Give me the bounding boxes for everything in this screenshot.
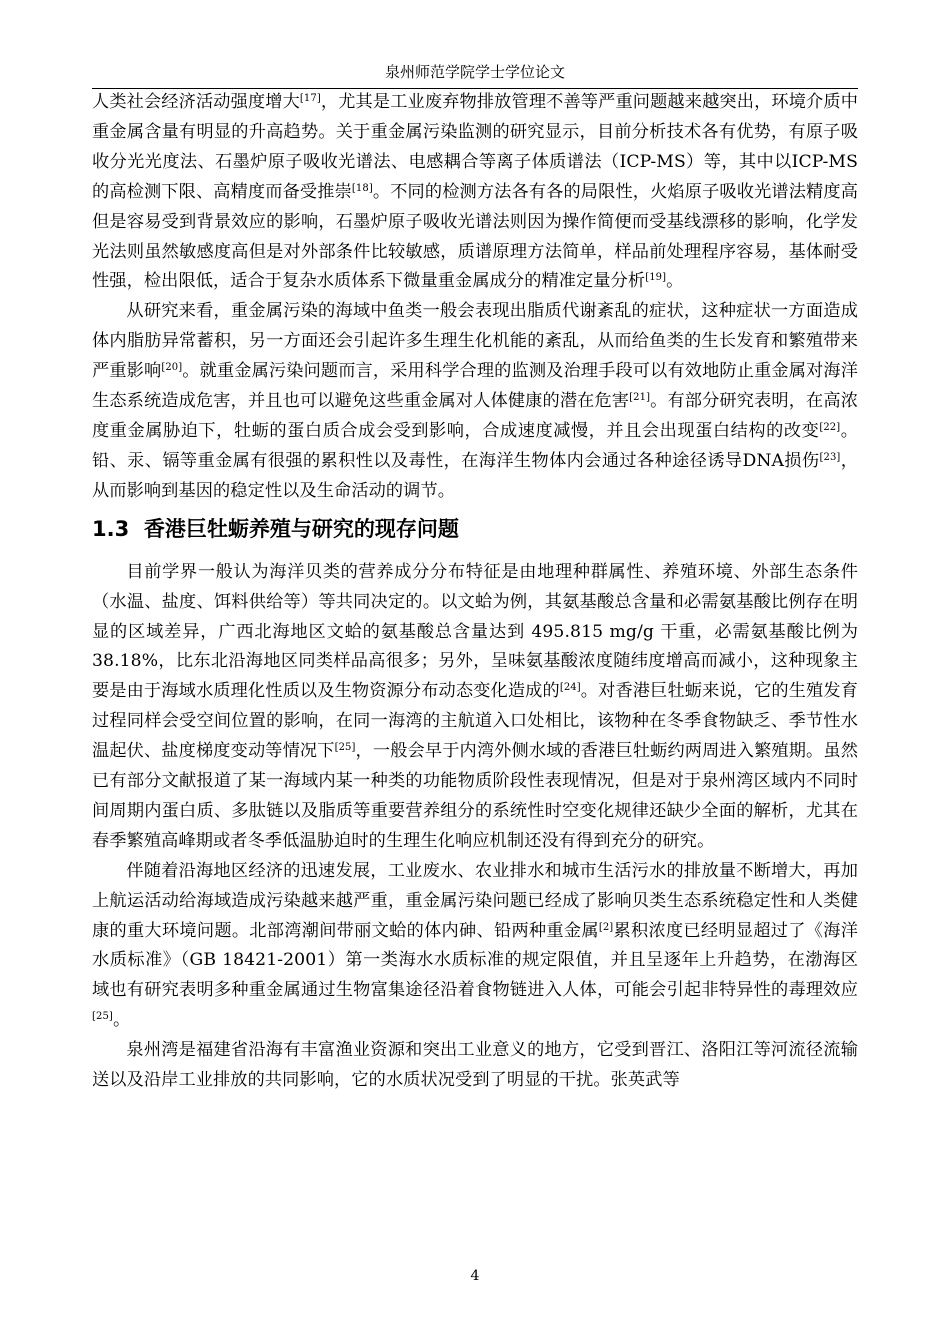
paragraph-text: 从研究来看，重金属污染的海域中鱼类一般会表现出脂质代谢紊乱的症状，这种症状一方面造成体内脂肪异常蓄积，另一方面还会引起许多生理生化机能的紊乱，从而给鱼类的生长发育和繁殖带来严重影响 <box>92 301 858 382</box>
paragraph-text: 。不同的检测方法各有各的局限性，火焰原子吸收光谱法精度高但是容易受到背景效应的影响，石墨炉原子吸收光谱法则因为操作简便而受基线漂移的影响，化学发光法则虽然敏感度高但是对外部条件比较敏感，质谱原理方法简单，样品前处理程序容易，基体耐受性强，检出限低，适合于复杂水质体系下微量重金属成分的精准定量分析 <box>92 181 858 292</box>
paragraph <box>92 857 858 1036</box>
paragraph-text: 伴随着沿海地区经济的迅速发展，工业废水、农业排水和城市生活污水的排放量不断增大，再加上航运活动给海域造成污染越来越严重，重金属污染问题已经成了影响贝类生态系统稳定性和人类健康的重大环境问题。北部湾潮间带丽文蛤的体内砷、铅两种重金属 <box>92 860 858 941</box>
paragraph-text: 。就重金属污染问题而言，采用科学合理的监测及治理手段可以有效地防止重金属对海洋生态系统造成危害，并且也可以避免这些重金属对人体健康的潜在危害 <box>92 361 858 412</box>
paragraph <box>92 1036 858 1096</box>
citation-ref: [17] <box>299 93 321 104</box>
citation-ref: [24] <box>559 682 581 694</box>
page-footer <box>0 1268 950 1284</box>
paragraph-text: 累积浓度已经明显超过了《海洋水质标准》（GB 18421-2001）第一类海水水质标准的规定限值，并且呈逐年上升趋势，在渤海区域也有研究表明多种重金属通过生物富集途径沿着食物链进入人体，可能会引起非特异性的毒理效应 <box>92 920 858 1001</box>
paragraph-text: 。铅、汞、镉等重金属有很强的累积性以及毒性，在海洋生物体内会通过各种途径诱导DNA损伤 <box>92 420 858 471</box>
paragraph-text: 人类社会经济活动强度增大 <box>92 92 300 112</box>
paragraph-text: 。有部分研究表明，在高浓度重金属胁迫下，牡蛎的蛋白质合成会受到影响，合成速度减慢，并且会出现蛋白结构的改变 <box>92 391 859 441</box>
citation-ref: [21] <box>629 392 651 404</box>
main-content <box>92 88 858 1096</box>
paragraph-text: 目前学界一般认为海洋贝类的营养成分分布特征是由地理种群属性、养殖环境、外部生态条件（水温、盐度、饵料供给等）等共同决定的。以文蛤为例，其氨基酸总含量和必需氨基酸比例存在明显的区域差异，广西北海地区文蛤的氨基酸总含量达到 495.815 mg/g 干重，必需氨基酸比例为 38.18%，比东北沿海地区同类样品高很多；另外，呈味氨基酸浓度随纬度增高而减小，这种现象主要是由于海域水质理化性质以及生物资源分布动态变化造成的 <box>92 561 858 702</box>
citation-ref: [25] <box>92 1011 113 1023</box>
page-header <box>92 62 858 89</box>
paragraph <box>92 88 858 297</box>
citation-ref: [22] <box>819 421 841 433</box>
page-number: 4 <box>470 1268 480 1284</box>
section-title: 香港巨牡蛎养殖与研究的现存问题 <box>143 516 459 541</box>
paragraph-text: 泉州湾是福建省沿海有丰富渔业资源和突出工业意义的地方，它受到晋江、洛阳江等河流径流输送以及沿岸工业排放的共同影响，它的水质状况受到了明显的干扰。张英武等 <box>92 1040 858 1091</box>
paragraph <box>92 558 858 857</box>
paragraph-text: ，从而影响到基因的稳定性以及生命活动的调节。 <box>92 450 859 501</box>
citation-ref: [18] <box>351 182 373 194</box>
section-heading <box>92 510 858 548</box>
citation-ref: [23] <box>819 451 841 463</box>
citation-ref: [20] <box>161 362 183 374</box>
paragraph-text: ，尤其是工业废弃物排放管理不善等严重问题越来越突出，环境介质中重金属含量有明显的升高趋势。关于重金属污染监测的研究显示，目前分析技术各有优势，有原子吸收分光光度法、石墨炉原子吸收光谱法、电感耦合等离子体质谱法（ICP-MS）等，其中以ICP-MS的高检测下限、高精度而备受推崇 <box>92 92 858 202</box>
paragraph-text: 。 <box>666 271 684 292</box>
paragraph-text: 。对香港巨牡蛎来说，它的生殖发育过程同样会受空间位置的影响，在同一海湾的主航道入口处相比，该物种在冬季食物缺乏、季节性水温起伏、盐度梯度变动等情况下 <box>92 681 858 762</box>
citation-ref: [2] <box>598 921 614 933</box>
paragraph <box>92 297 858 506</box>
citation-ref: [25] <box>334 742 356 754</box>
paragraph-text: ，一般会早于内湾外侧水域的香港巨牡蛎约两周进入繁殖期。虽然已有部分文献报道了某一海域内某一种类的功能物质阶段性表现情况，但是对于泉州湾区域内不同时间周期内蛋白质、多肽链以及脂质等重要营养组分的系统性时空变化规律还缺少全面的解析，尤其在春季繁殖高峰期或者冬季低温胁迫时的生理生化响应机制还没有得到充分的研究。 <box>92 741 858 851</box>
header-title: 泉州师范学院学士学位论文 <box>384 63 565 81</box>
section-number: 1.3 <box>92 516 130 541</box>
paragraph-text: 。 <box>112 1010 131 1031</box>
citation-ref: [19] <box>645 272 667 284</box>
body-text-block-1 <box>92 88 858 507</box>
body-text-block-2 <box>92 558 858 1096</box>
